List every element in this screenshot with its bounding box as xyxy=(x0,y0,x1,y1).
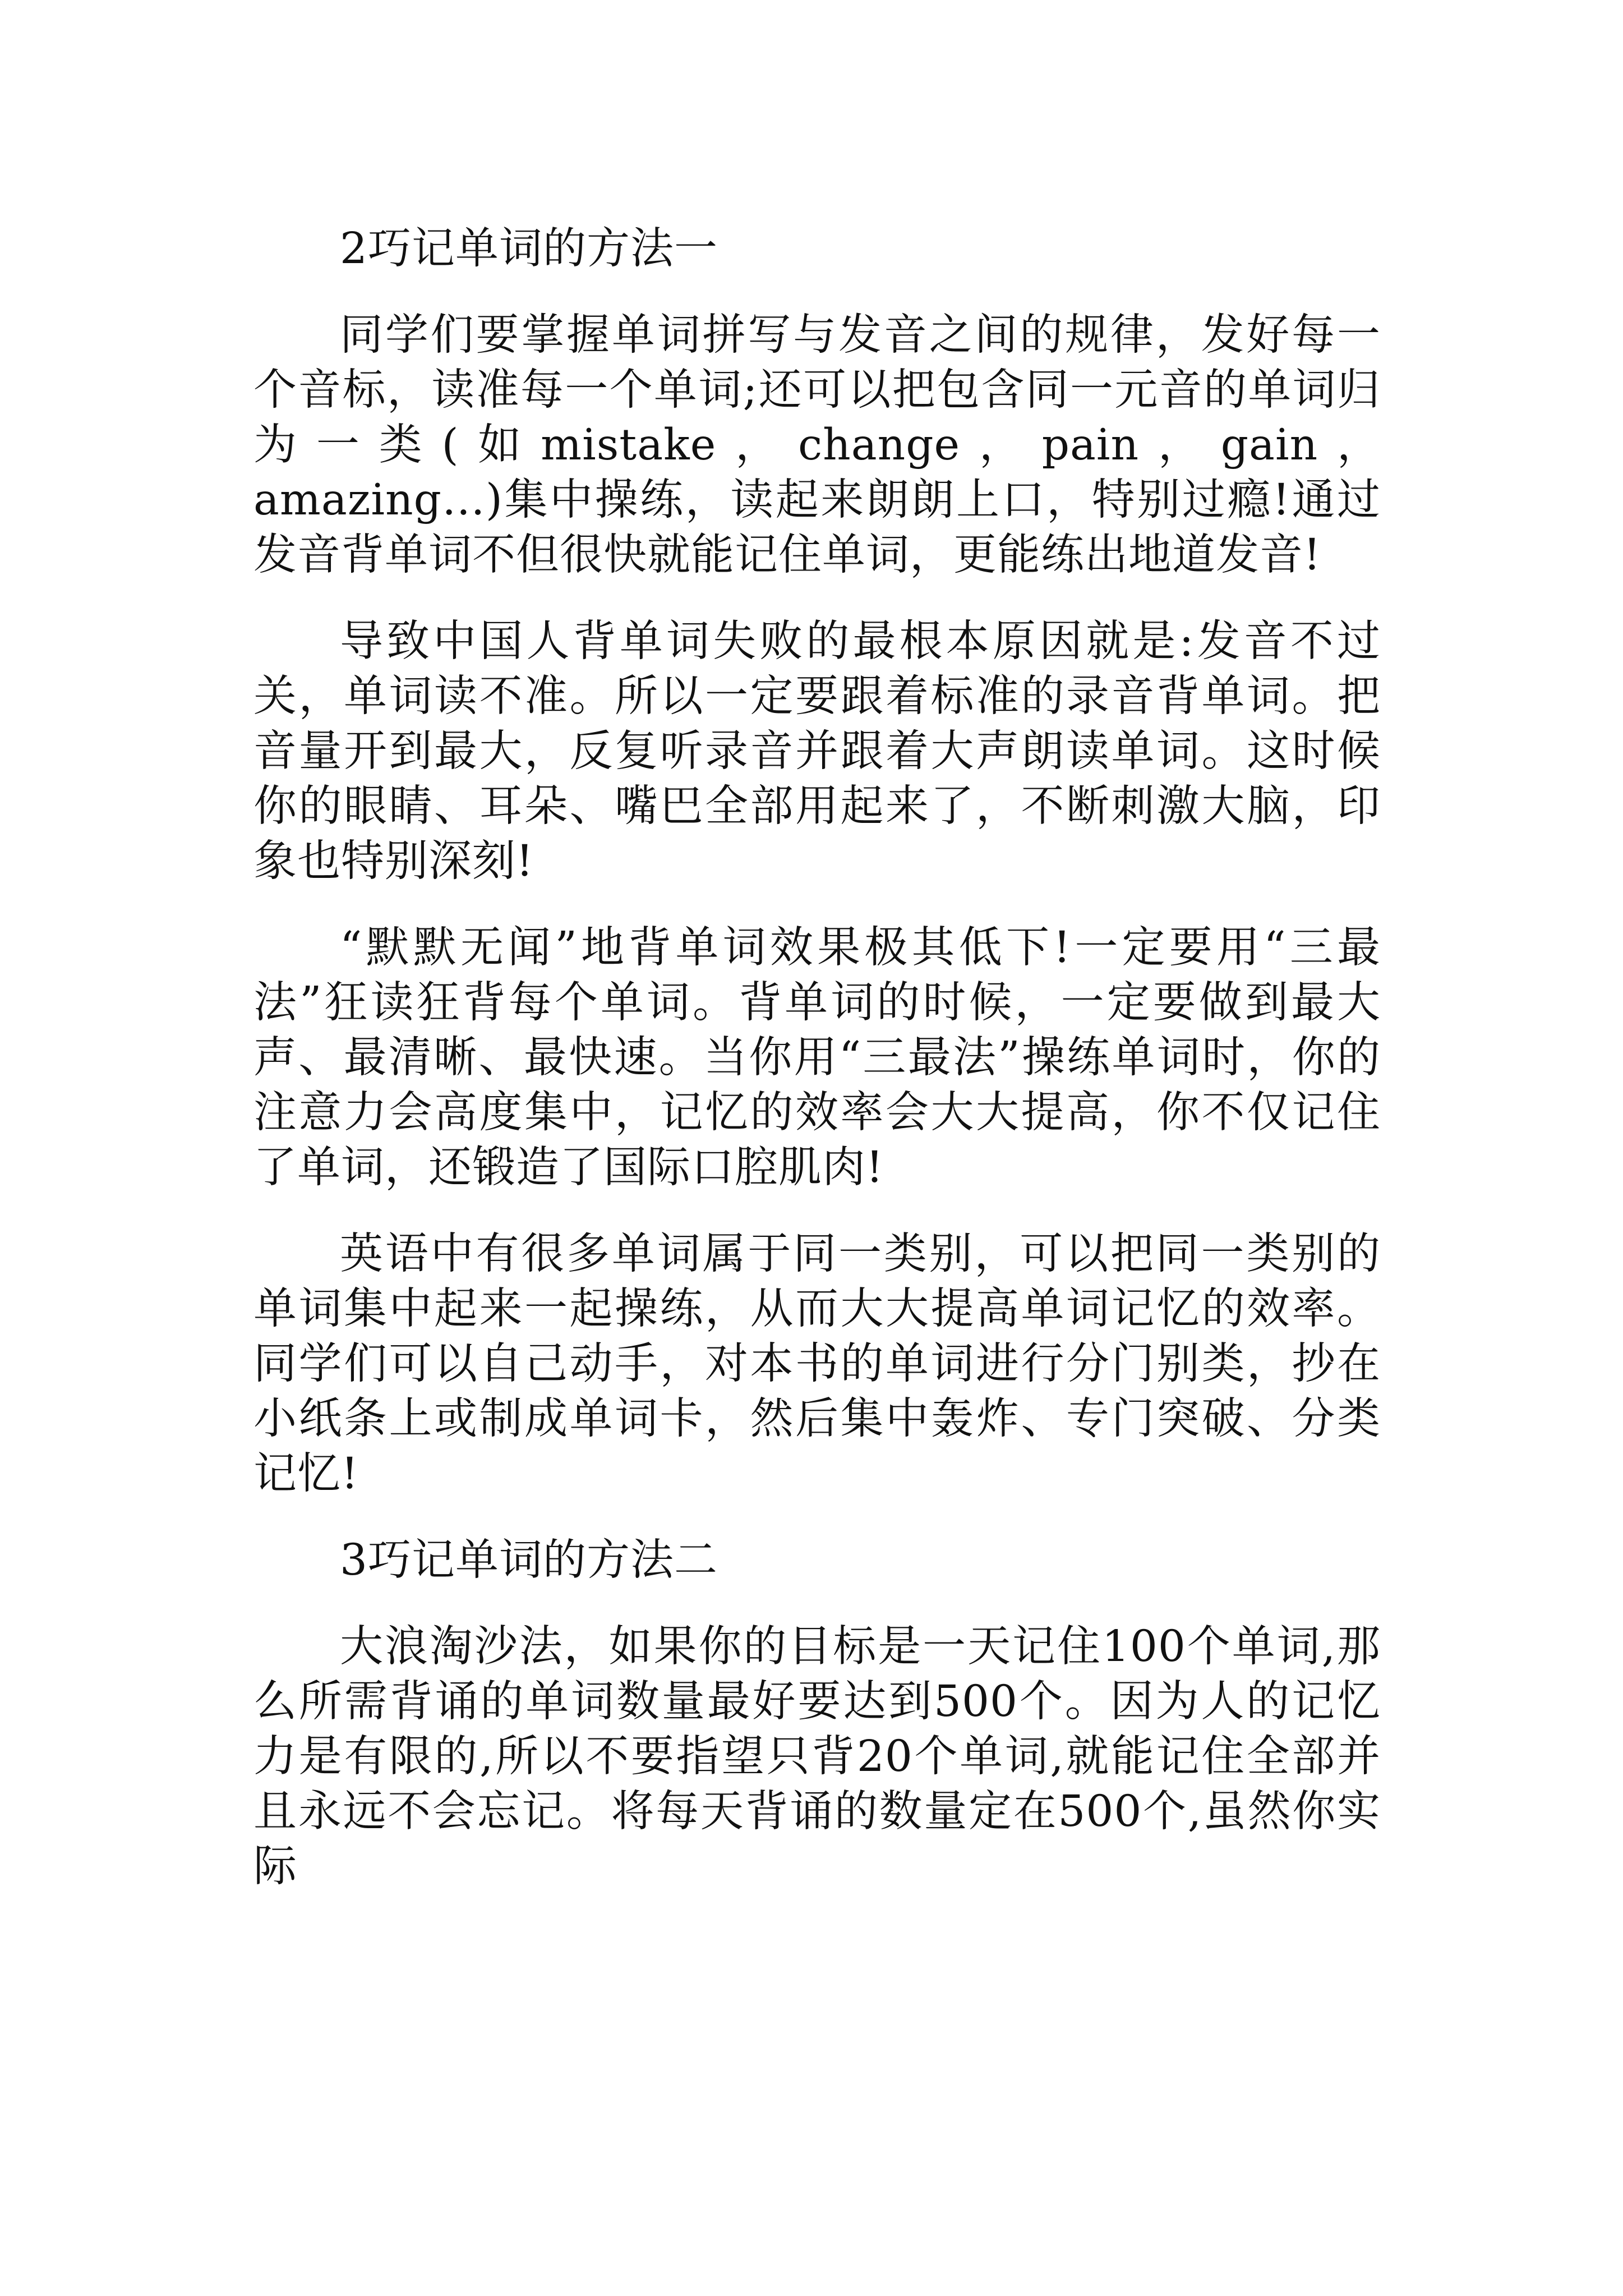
paragraph-reading-aloud: 导致中国人背单词失败的最根本原因就是:发音不过关，单词读不准。所以一定要跟着标准的录音背单词。把音量开到最大，反复听录音并跟着大声朗读单词。这时候你的眼睛、耳朵、嘴巴全部用起来了，不断刺激大脑，印象也特别深刻! xyxy=(253,616,1381,886)
paragraph-category-memory: 英语中有很多单词属于同一类别，可以把同一类别的单词集中起来一起操练，从而大大提高单词记忆的效率。同学们可以自己动手，对本书的单词进行分门别类，抄在小纸条上或制成单词卡，然后集中轰炸、专门突破、分类记忆! xyxy=(253,1229,1381,1499)
section-heading-method-one: 2巧记单词的方法一 xyxy=(340,224,718,274)
paragraph-three-most-method: “默默无闻”地背单词效果极其低下!一定要用“三最法”狂读狂背每个单词。背单词的时候，一定要做到最大声、最清晰、最快速。当你用“三最法”操练单词时，你的注意力会高度集中，记忆的效率会大大提高，你不仅记住了单词，还锻造了国际口腔肌肉! xyxy=(253,923,1381,1193)
document-body xyxy=(253,222,1381,1926)
section-heading-method-two: 3巧记单词的方法二 xyxy=(340,1535,718,1585)
paragraph-pronunciation-rules: 同学们要掌握单词拼写与发音之间的规律，发好每一个音标，读准每一个单词;还可以把包含同一元音的单词归为一类(如mistake，change，pain，gain，amazing…)集中操练，读起来朗朗上口，特别过瘾!通过发音背单词不但很快就能记住单词，更能练出地道发音! xyxy=(253,310,1381,580)
paragraph-sand-washing-method: 大浪淘沙法，如果你的目标是一天记住100个单词,那么所需背诵的单词数量最好要达到500个。因为人的记忆力是有限的,所以不要指望只背20个单词,就能记住全部并且永远不会忘记。将每天背诵的数量定在500个,虽然你实际 xyxy=(253,1622,1381,1892)
